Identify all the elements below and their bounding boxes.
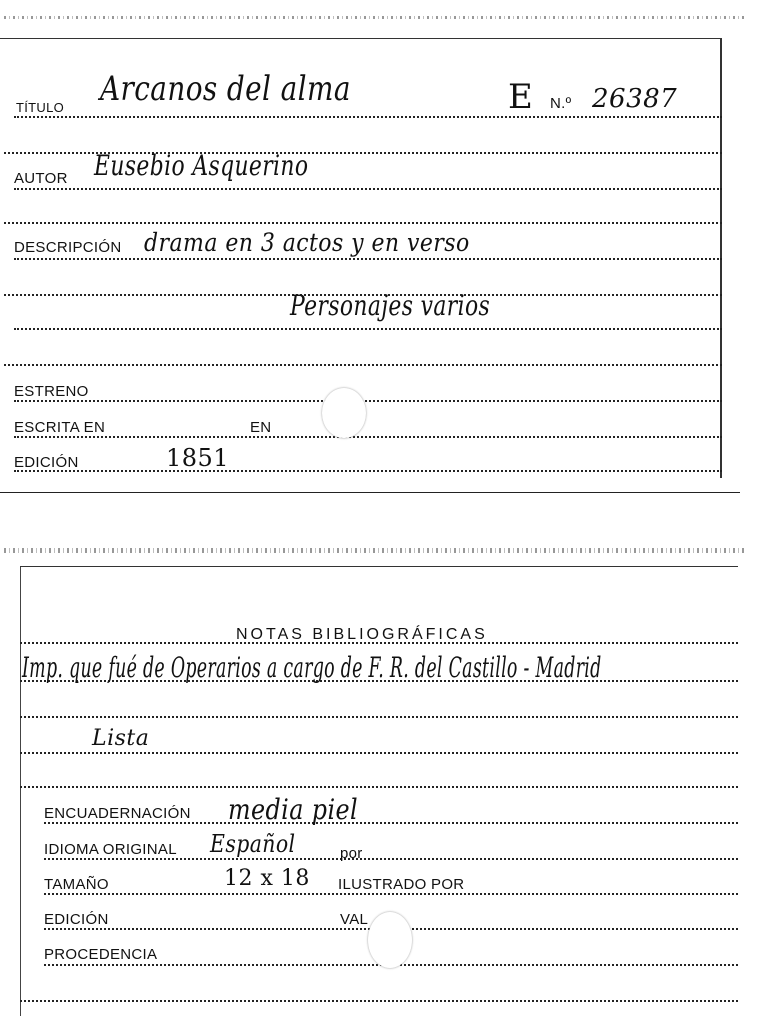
tamano-label: TAMAÑO <box>44 876 109 893</box>
autor-label: AUTOR <box>14 170 68 187</box>
rule <box>14 188 722 190</box>
valor-label: VAL <box>340 911 369 928</box>
paper-blot <box>322 388 366 438</box>
encuadernacion-value: media piel <box>228 793 359 826</box>
encuadernacion-label: ENCUADERNACIÓN <box>44 805 191 822</box>
titulo-value: Arcanos del alma <box>100 69 351 109</box>
rule <box>14 436 722 438</box>
rule <box>20 566 738 567</box>
titulo-label: TÍTULO <box>16 100 65 115</box>
procedencia-label: PROCEDENCIA <box>44 946 158 963</box>
rule <box>20 1000 738 1002</box>
rule <box>14 116 722 118</box>
descripcion-label: DESCRIPCIÓN <box>14 239 122 256</box>
rule <box>14 470 722 472</box>
edicion-value: 1851 <box>166 444 230 472</box>
rule <box>14 400 722 402</box>
ilustrado-label: ILUSTRADO POR <box>338 876 465 893</box>
nota-line-2: Lista <box>92 726 150 751</box>
edicion-bottom-label: EDICIÓN <box>44 911 109 928</box>
tamano-value: 12 x 18 <box>224 866 310 891</box>
idioma-value: Español <box>210 830 296 858</box>
rule <box>0 38 722 39</box>
escrita-label: ESCRITA EN <box>14 419 106 436</box>
rule <box>44 893 738 895</box>
rule <box>20 716 738 718</box>
notas-heading: NOTAS BIBLIOGRÁFICAS <box>236 626 488 643</box>
rule <box>44 858 738 860</box>
descripcion-value: drama en 3 actos y en verso <box>144 228 470 257</box>
paper-blot <box>368 912 412 968</box>
en-label: EN <box>250 419 272 436</box>
registro-label: N.º <box>550 95 572 112</box>
registro-prefix: E <box>508 77 534 117</box>
top-card-bottom-edge <box>0 492 740 493</box>
rule <box>44 822 738 824</box>
edicion-label: EDICIÓN <box>14 454 79 471</box>
por-label: por <box>340 845 363 862</box>
rule <box>14 328 722 330</box>
bottom-card-edge <box>4 548 744 553</box>
autor-value: Eusebio Asquerino <box>94 149 309 182</box>
nota-line-1: Imp. que fué de Operarios a cargo de F. R. del Castillo - Madrid <box>22 651 602 684</box>
idioma-label: IDIOMA ORIGINAL <box>44 841 177 858</box>
rule <box>14 258 722 260</box>
descripcion-value-2: Personajes varios <box>290 289 491 322</box>
rule <box>4 222 722 224</box>
rule <box>4 364 722 366</box>
top-card-edge <box>4 16 744 19</box>
rule <box>20 786 738 788</box>
rule <box>20 752 738 754</box>
bottom-card-left-border <box>20 566 21 1016</box>
registro-value: 26387 <box>592 84 678 114</box>
estreno-label: ESTRENO <box>14 383 89 400</box>
